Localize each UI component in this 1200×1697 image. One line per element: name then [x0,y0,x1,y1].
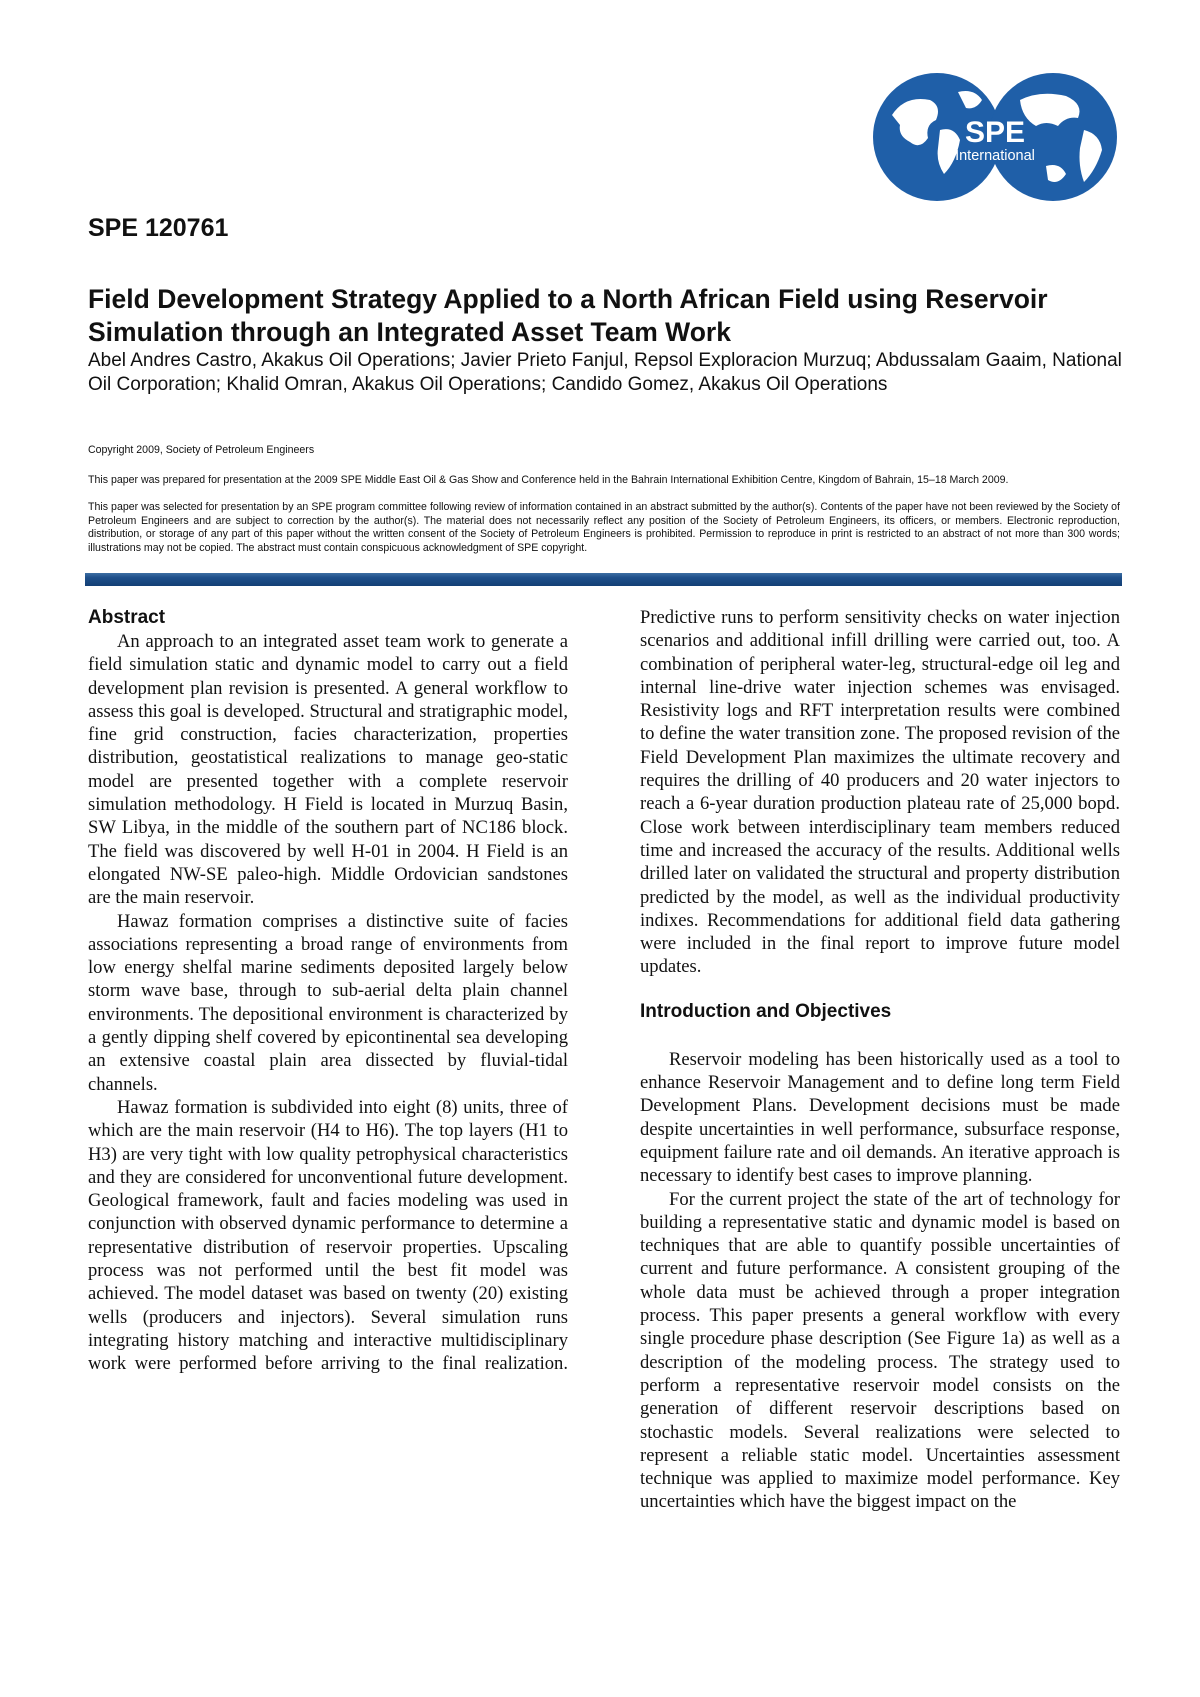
copyright-notice: Copyright 2009, Society of Petroleum Engineers [88,444,315,456]
abstract-paragraph: An approach to an integrated asset team work to generate a field simulation static and dynamic model to carry out a field development plan revision is presented. A general workflow to assess this goal is developed. Structural and stratigraphic model, fine grid construction, facies characterization, properties distribution, geostatistical realizations to manage geo-static model are presented together with a complete reservoir simulation methodology. H Field is located in Murzuq Basin, SW Libya, in the middle of the southern part of NC186 block. The field was discovered by well H-01 in 2004. H Field is an elongated NW-SE paleo-high. Middle Ordovician sandstones are the main reservoir. [88,631,568,909]
abstract-paragraph-continued: Predictive runs to perform sensitivity checks on water injection scenarios and additional infill drilling were carried out, too. A combination of peripheral water-leg, structural-edge oil leg and internal line-drive water injection schemes was envisaged. Resistivity logs and RFT interpretation results were combined to define the water transition zone. The proposed revision of the Field Development Plan maximizes the ultimate recovery and requires the drilling of 40 producers and 20 water injectors to reach a 6-year duration production plateau rate of 25,000 bopd. Close work between interdisciplinary team members reduced time and increased the accuracy of the results. Additional wells drilled later on validated the structural and property distribution predicted by the model, as well as the individual productivity indixes. Recommendations for additional field data gathering were included in the final report to improve future model updates. [640,607,1120,978]
introduction-heading: Introduction and Objectives [640,1000,892,1022]
logo-subtitle: International [955,148,1035,164]
left-column [88,606,568,1376]
spe-international-logo [870,70,1120,205]
abstract-heading: Abstract [88,607,166,628]
abstract-paragraph: Hawaz formation comprises a distinctive suite of facies associations representing a broad range of environments from low energy shelfal marine sediments deposited largely below storm wave base, through to sub-aerial delta plain channel environments. The depositional environment is characterized by a gently dipping shelf covered by epicontinental sea developing an extensive coastal plain area dissected by fluvial-tidal channels. [88,910,568,1095]
logo-title: SPE [964,116,1026,149]
header-divider [85,573,1122,586]
introduction-section [640,1000,1120,1514]
paper-number: SPE 120761 [88,214,229,242]
introduction-paragraph: Reservoir modeling has been historically used as a tool to enhance Reservoir Management and to define long term Field Development Plans. Development decisions must be made despite uncertainties in well performance, subsurface response, equipment failure rate and oil demands. An iterative approach is necessary to identify best cases to improve planning. [640,1048,1120,1187]
review-disclaimer: This paper was selected for presentation by an SPE program committee following review of information contained in an abstract submitted by the author(s). Contents of the paper have not been reviewed by the Society of Petroleum Engineers and are subject to correction by the author(s). The material does not necessarily reflect any position of the Society of Petroleum Engineers, its officers, or members. Electronic reproduction, distribution, or storage of any part of this paper without the written consent of the Society of Petroleum Engineers is prohibited. Permission to reproduce in print is restricted to an abstract of not more than 300 words; illustrations may not be copied. The abstract must contain conspicuous acknowledgment of SPE copyright. [88,501,1120,554]
presentation-notice: This paper was prepared for presentation at the 2009 SPE Middle East Oil & Gas Show and Conference held in the Bahrain International Exhibition Centre, Kingdom of Bahrain, 15–18 March 2009. [88,474,1009,486]
paper-title: Field Development Strategy Applied to a North African Field using Reservoir Simulation through an Integrated Asset Team Work [88,284,1048,347]
abstract-paragraph: Hawaz formation is subdivided into eight (8) units, three of which are the main reservoir (H4 to H6). The top layers (H1 to H3) are very tight with low quality petrophysical characteristics and they are considered for unconventional future development. Geological framework, fault and facies modeling was used in conjunction with observed dynamic performance to determine a representative distribution of reservoir properties. Upscaling process was not performed until the best fit model was achieved. The model dataset was based on twenty (20) existing wells (producers and injectors). Several simulation runs integrating history matching and interactive multidisciplinary work were performed before arriving to the final realization. [88,1096,568,1375]
introduction-paragraph: For the current project the state of the art of technology for building a representative static and dynamic model is based on techniques that are able to quantify possible uncertainties of current and future performance. A consistent grouping of the whole data must be achieved through a proper integration process. This paper presents a general workflow with every single procedure phase description (See Figure 1a) as well as a description of the modeling process. The strategy used to perform a representative reservoir model consists on the generation of different reservoir descriptions based on stochastic models. Several realizations were selected to represent a reliable static model. Uncertainties assessment technique was applied to maximize model performance. Key uncertainties which have the biggest impact on the [640,1188,1120,1513]
right-column [640,606,1120,1514]
author-list: Abel Andres Castro, Akakus Oil Operations; Javier Prieto Fanjul, Repsol Exploracion Murzuq; Abdussalam Gaaim, National Oil Corporation; Khalid Omran, Akakus Oil Operations; Candido Gomez, Akakus Oil Operations [88,350,1122,395]
